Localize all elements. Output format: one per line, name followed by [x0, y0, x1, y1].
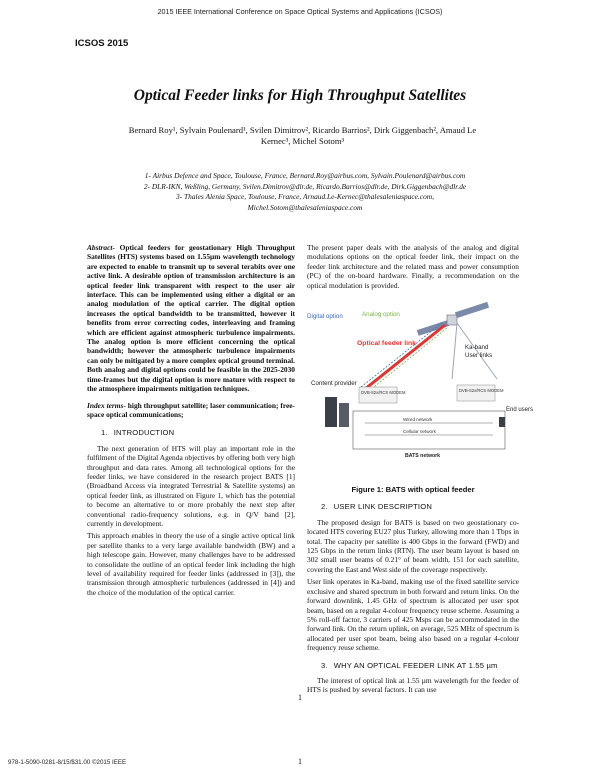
abstract-lead: Abstract-	[87, 243, 115, 252]
right-column	[307, 243, 534, 698]
section-heading-introduction	[101, 428, 295, 437]
section-title: WHY AN OPTICAL FEEDER LINK AT 1.55 µm	[333, 660, 498, 670]
section-number: 2.	[321, 502, 328, 512]
section-number: 1.	[101, 428, 108, 438]
digital-option-label: Digital option	[307, 313, 343, 321]
section-heading-why-optical	[321, 661, 519, 670]
intro-continuation: The present paper deals with the analysis of the analog and digital modulations options on the optical feeder link, their impact on the feeder link architecture and the related mass and power consumption (PC) of the on-board hardware. Finally, a recommendation on the optical modulation is provided.	[307, 243, 519, 290]
user-beam-1	[452, 323, 457, 379]
bats-diagram	[307, 293, 534, 481]
affiliation-list	[95, 171, 515, 213]
index-terms	[87, 401, 295, 420]
affiliation-2: 2- DLR-IKN, Weßling, Germany, Svilen.Dimitrov@dlr.de, Ricardo.Barrios@dlr.de, Dirk.Giggenbach@dlr.de	[143, 181, 467, 191]
page-number: 1	[298, 693, 302, 702]
modem-right-label: DVB-S2x/RCS MODEM	[459, 388, 504, 394]
user-link-paragraph-2: User link operates in Ka-band, making use of the fixed satellite service exclusive and shared spectrum in both forward and return links. On the forward downlink, 1.45 GHz of spectrum is allocated per user spot beam, based on a regular 4-colour frequency reuse scheme. Assuming a 5% roll-off factor, 3 carriers of 425 Msps can be accommodated in the forward link. On the return uplink, on average, 525 MHz of spectrum is allocated per user spot beam, being also based on a regular 4-colour frequency reuse scheme.	[307, 577, 520, 653]
author-list	[95, 125, 510, 147]
left-column	[87, 243, 295, 600]
user-beam-2	[457, 323, 497, 379]
conference-header: 2015 IEEE International Conference on Space Optical Systems and Applications (ICSOS)	[157, 7, 443, 16]
ka-band-label: Ka-band	[465, 344, 489, 352]
why-optical-paragraph: The interest of optical link at 1.55 µm wavelength for the feeder of HTS is pushed by several factors. It can use	[307, 675, 519, 695]
figure-1	[307, 293, 534, 481]
section-heading-user-link	[321, 502, 519, 511]
user-terminal-icon	[499, 417, 505, 427]
optical-feeder-label: Optical feeder link	[357, 340, 416, 348]
user-links-label: User links	[465, 352, 493, 360]
analog-option-label: Analog option	[362, 311, 400, 319]
user-link-paragraph-1: The proposed design for BATS is based on two geostationary co-located HTS covering EU27 plus Turkey, allowing more than 1 Tbps in total. The capacity per satellite is 400 Gbps in the forward (FWD) and 125 Gbps in the return links (RTN). The user beam layout is based on 302 small user beams of 0.21° of beam width, 151 for each satellite, covering the East and West side of the coverage respectively.	[307, 517, 519, 574]
footer-page-number: 1	[298, 757, 302, 766]
server-icon-2	[339, 403, 349, 427]
section-number: 3.	[321, 660, 328, 670]
bats-network-label: BATS network	[405, 453, 441, 460]
section-title: USER LINK DESCRIPTION	[333, 502, 433, 512]
copyright-footer: 978-1-5090-0281-8/15/$31.00 ©2015 IEEE	[8, 759, 127, 766]
section-title: INTRODUCTION	[113, 428, 175, 438]
author-line-1: Bernard Roy¹, Sylvain Poulenard¹, Svilen Dimitrov², Ricardo Barrios², Dirk Giggenbach², Amaud Le	[128, 125, 477, 135]
end-users-label	[506, 407, 533, 413]
abstract	[87, 243, 295, 394]
server-icon	[325, 397, 337, 427]
index-terms-body: high throughput satellite; laser communication; free-space optical communications;	[87, 400, 295, 419]
cellular-network-label: Cellular network	[403, 429, 436, 435]
affiliation-3: 3- Thales Alenia Space, Toulouse, France, Arnaud.Le-Kernec@thalesaleniaspace.com,	[176, 192, 434, 201]
author-line-2: Kernec³, Michel Sotom³	[260, 136, 345, 146]
paper-title: Optical Feeder links for High Throughput Satellites	[133, 87, 467, 104]
affiliation-3-cont: Michel.Sotom@thalesaleniaspace.com	[247, 202, 363, 212]
intro-paragraph-2: This approach enables in theory the use of a single active optical link per satellite thanks to a very large available bandwidth (BW) and a high telescope gain. However, many challenges have to be addressed to consolidate the outline of an optical feeder link including the high level of availability required for feeder links (addressed in [3]), the transmission through atmospheric turbulences (addressed in [4]) and the choice of the modulation of the optical carrier.	[87, 531, 295, 597]
figure-1-caption: Figure 1: BATS with optical feeder	[351, 485, 475, 495]
optical-feeder-beam	[365, 325, 445, 389]
content-provider-label: Content provider	[311, 380, 357, 388]
intro-paragraph-1: The next generation of HTS will play an important role in the fulfilment of the Digital Agenda objectives by offering both very high throughput and data rates. Among all technological options for the feeder links, we have considered in the research project BATS [1] (Broadband Access via integrated Terrestrial & Satellite systems) an optical feeder link, as illustrated on Figure 1, which has the potential to become an alternative to or more probably the next step after conventional radio-frequency solutions, e.g. in Q/V band [2], currently in development.	[87, 443, 295, 528]
end-users-text: End users	[506, 407, 534, 414]
affiliation-1: 1- Airbus Defence and Space, Toulouse, France, Bernard.Roy@airbus.com, Sylvain.Poulenard@airbus.com	[144, 171, 466, 180]
analog-option-beam	[369, 328, 447, 391]
modem-left-label: DVB-S2x/RCS MODEM	[361, 390, 406, 396]
conference-brand: ICSOS 2015	[75, 38, 129, 49]
satellite-icon	[417, 302, 489, 336]
wired-network-label: Wired network	[403, 417, 433, 423]
index-terms-lead: Index terms-	[87, 400, 126, 410]
digital-option-beam	[361, 322, 443, 387]
abstract-body: Optical feeders for geostationary High Throughput Satellites (HTS) systems based on 1.55µm wavelength technology are expected to enable to transmit up to several terabits over one active link. A desirable option of transmission architecture is an optical feeder link transparent with respect to the user air interface. This can be implemented using either a digital or an analog modulation of the optical carrier. The digital option increases the optical bandwidth to be transmitted, however it benefits from error correcting codes, interleaving and framing which are efficient against atmospheric turbulence impairments. The analog option is more efficient concerning the optical bandwidth; however the atmospheric turbulence impairments can only be mitigated by a more complex optical ground terminal. Both analog and digital options could be feasible in the 2025-2030 time-frames but the digital option is more mature with respect to the atmosphere impairments mitigation techniques.	[87, 243, 295, 394]
